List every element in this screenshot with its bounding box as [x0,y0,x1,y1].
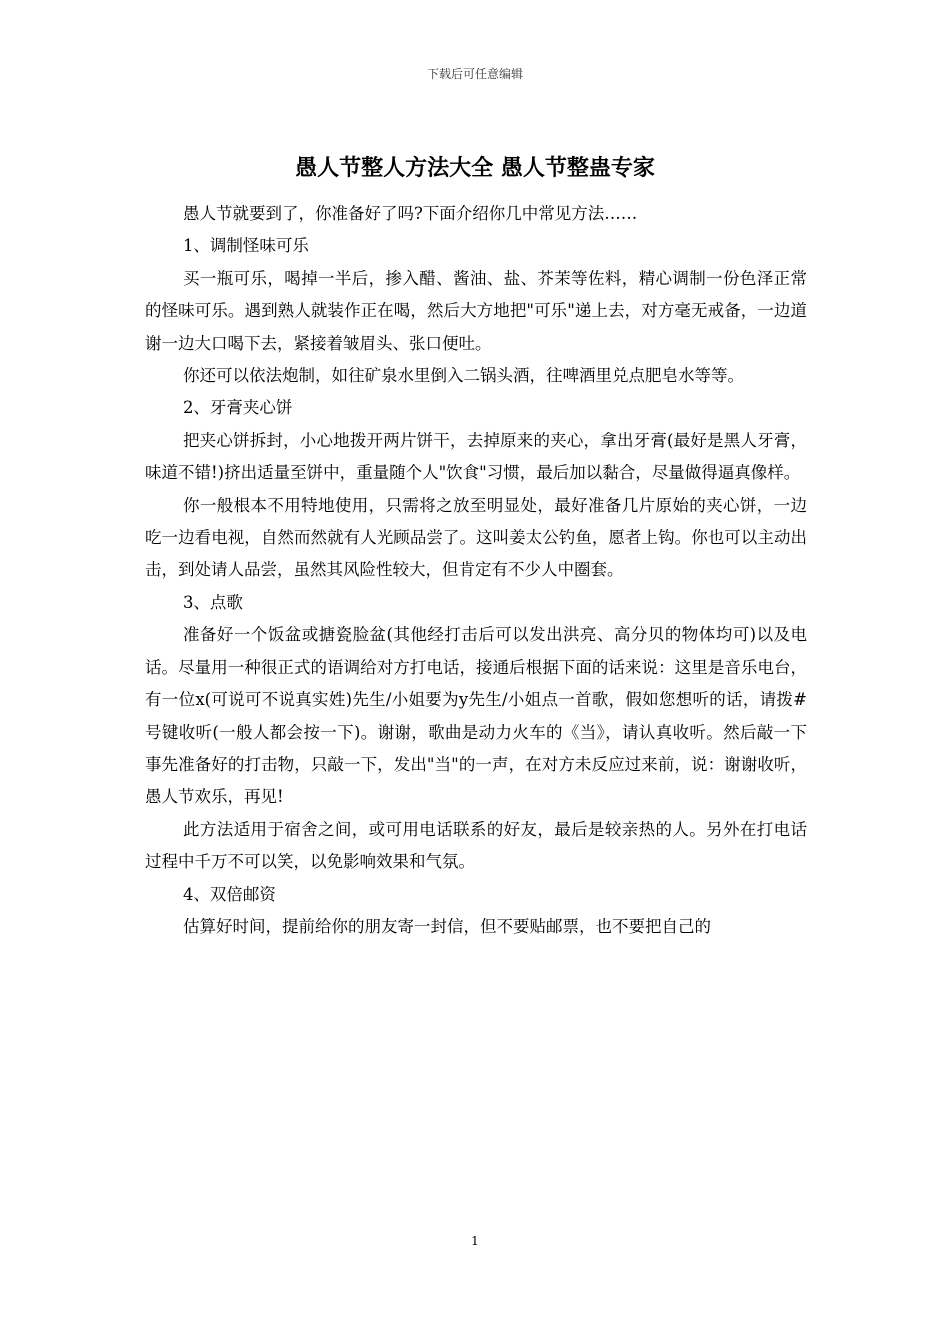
paragraph: 此方法适用于宿舍之间，或可用电话联系的好友，最后是较亲热的人。另外在打电话过程中千万不可以笑，以免影响效果和气氛。 [145,819,807,872]
section-heading-3: 3、点歌 [182,592,243,612]
paragraph: 你还可以依法炮制，如往矿泉水里倒入二锅头酒，往啤酒里兑点肥皂水等等。 [182,366,744,386]
section-heading-1: 1、调制怪味可乐 [182,236,309,256]
paragraph: 准备好一个饭盆或搪瓷脸盆(其他经打击后可以发出洪亮、高分贝的物体均可)以及电话。尽量用一种很正式的语调给对方打电话，接通后根据下面的话来说：这里是音乐电台，有一位x(可说可不说真实姓)先生/小姐要为y先生/小姐点一首歌，假如您想听的话，请拨#号键收听(一般人都会按一下)。谢谢，歌曲是动力火车的《当》，请认真收听。然后敲一下事先准备好的打击物，只敲一下，发出"当"的一声，在对方未反应过来前，说：谢谢收听，愚人节欢乐，再见! [145,625,807,807]
paragraph: 估算好时间，提前给你的朋友寄一封信，但不要贴邮票，也不要把自己的 [182,916,711,936]
document-body [145,198,807,943]
page-header: 下载后可任意编辑 [426,67,523,81]
section-heading-2: 2、牙膏夹心饼 [182,398,293,418]
paragraph-intro: 愚人节就要到了，你准备好了吗?下面介绍你几中常见方法…… [182,204,638,223]
paragraph: 把夹心饼拆封，小心地拨开两片饼干，去掉原来的夹心，拿出牙膏(最好是黑人牙膏，味道不错!)挤出适量至饼中，重量随个人"饮食"习惯，最后加以黏合，尽量做得逼真像样。 [145,430,807,483]
section-heading-4: 4、双倍邮资 [182,884,276,904]
page-number: 1 [471,1234,479,1248]
paragraph: 买一瓶可乐，喝掉一半后，掺入醋、酱油、盐、芥茉等佐料，精心调制一份色泽正常的怪味可乐。遇到熟人就装作正在喝，然后大方地把"可乐"递上去，对方毫无戒备，一边道谢一边大口喝下去，紧接着皱眉头、张口便吐。 [145,268,807,353]
document-title: 愚人节整人方法大全 愚人节整蛊专家 [295,155,655,181]
paragraph: 你一般根本不用特地使用，只需将之放至明显处，最好准备几片原始的夹心饼，一边吃一边看电视，自然而然就有人光顾品尝了。这叫姜太公钓鱼，愿者上钩。你也可以主动出击，到处请人品尝，虽然其风险性较大，但肯定有不少人中圈套。 [145,495,807,580]
